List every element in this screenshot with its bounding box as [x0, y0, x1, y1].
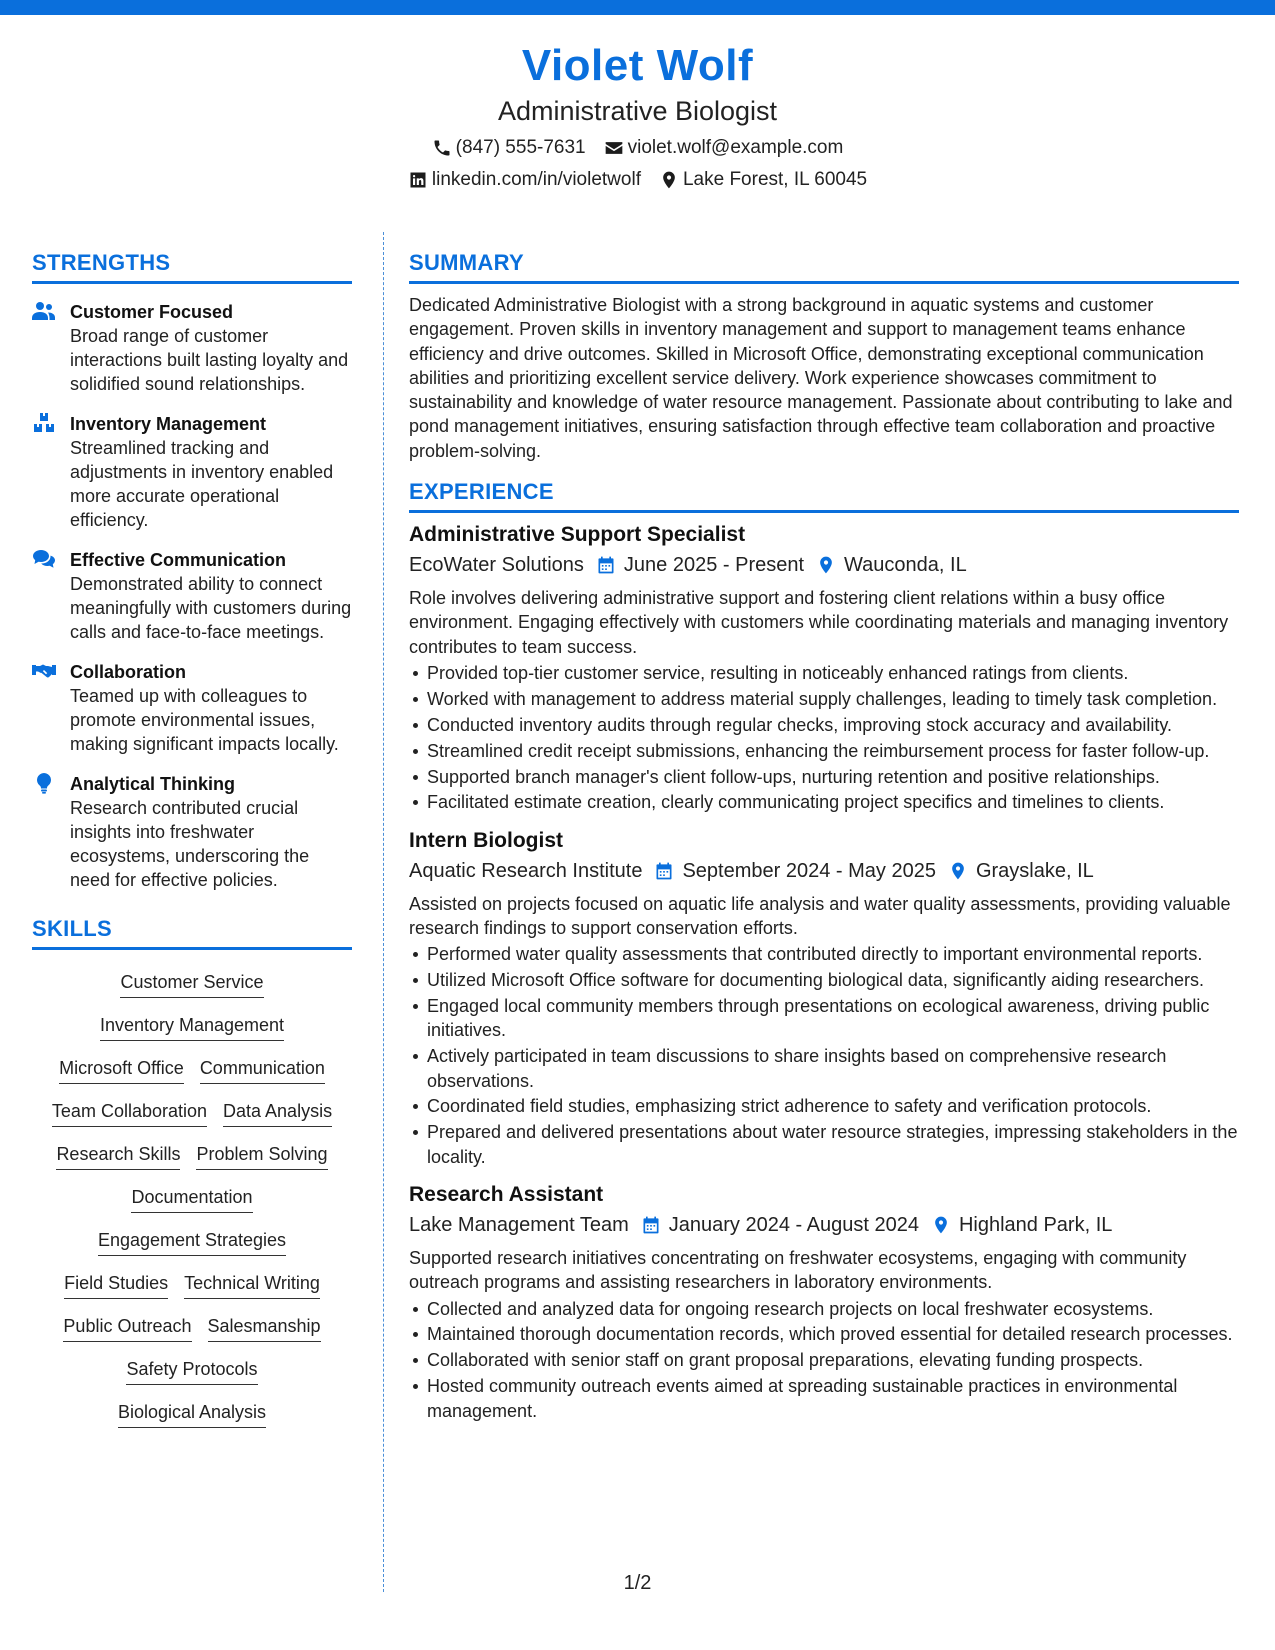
job-company: EcoWater Solutions	[409, 554, 584, 577]
job-description: Supported research initiatives concentrating on freshwater ecosystems, engaging with community outreach programs and assisting researchers in laboratory environments.	[409, 1247, 1187, 1293]
job-location: Wauconda, IL	[844, 554, 967, 577]
strengths-heading: STRENGTHS	[32, 250, 171, 275]
skills-section	[32, 916, 352, 1428]
location-text: Lake Forest, IL 60045	[682, 169, 868, 190]
job-bullet: Maintained thorough documentation records, which proved essential for detailed research processes.	[427, 1322, 1239, 1346]
skill-row	[32, 1185, 352, 1213]
job-dates: June 2025 - Present	[623, 554, 805, 577]
boxes-icon	[32, 412, 58, 434]
skill-tag: Documentation	[131, 1185, 252, 1213]
skill-row	[32, 970, 352, 998]
job-bullet: Engaged local community members through presentations on ecological awareness, driving public initiatives.	[427, 994, 1239, 1043]
strength-desc: Demonstrated ability to connect meaningfully with customers during calls and face-to-face meetings.	[70, 574, 352, 642]
skill-tag: Technical Writing	[184, 1271, 320, 1299]
location-contact	[659, 168, 867, 192]
email-contact[interactable]	[604, 136, 844, 160]
map-pin-icon	[659, 170, 679, 190]
strength-desc: Teamed up with colleagues to promote environmental issues, making significant impacts locally.	[70, 686, 339, 754]
phone-text: (847) 555-7631	[455, 137, 586, 158]
map-pin-icon	[816, 555, 836, 575]
candidate-title: Administrative Biologist	[497, 96, 778, 126]
skill-tag: Engagement Strategies	[98, 1228, 286, 1256]
strength-title: Inventory Management	[70, 414, 267, 434]
skill-tag: Communication	[200, 1056, 325, 1084]
job-bullet: Collected and analyzed data for ongoing research projects on local freshwater ecosystems.	[427, 1297, 1239, 1321]
job-dates: January 2024 - August 2024	[668, 1213, 919, 1236]
right-column	[409, 250, 1239, 1424]
skill-tag: Problem Solving	[196, 1142, 327, 1170]
skill-tag: Research Skills	[56, 1142, 180, 1170]
job-bullet: Conducted inventory audits through regular checks, improving stock accuracy and availability.	[427, 713, 1239, 737]
strength-desc: Research contributed crucial insights into freshwater ecosystems, underscoring the need for effective policies.	[70, 798, 310, 890]
calendar-icon	[654, 861, 674, 881]
skill-tag: Team Collaboration	[52, 1099, 207, 1127]
job-bullet: Prepared and delivered presentations about water resource strategies, impressing stakeholders in the locality.	[427, 1120, 1239, 1169]
job-meta	[409, 551, 1239, 579]
strength-desc: Broad range of customer interactions built lasting loyalty and solidified sound relationships.	[70, 326, 349, 394]
linkedin-contact[interactable]	[408, 168, 641, 192]
strength-item	[32, 300, 352, 396]
job-company: Lake Management Team	[409, 1213, 629, 1236]
job-bullet: Actively participated in team discussions to share insights based on comprehensive research observations.	[427, 1044, 1239, 1093]
skill-row	[32, 1357, 352, 1385]
job-bullet: Streamlined credit receipt submissions, enhancing the reimbursement process for faster follow-up.	[427, 739, 1239, 763]
calendar-icon	[641, 1215, 661, 1235]
page-number: 1/2	[623, 1572, 652, 1594]
left-column	[32, 250, 352, 1443]
strength-item	[32, 548, 352, 644]
job-title: Research Assistant	[409, 1182, 604, 1206]
envelope-icon	[604, 138, 624, 158]
job-title: Intern Biologist	[409, 828, 563, 852]
top-accent-bar	[0, 0, 1275, 15]
strength-item	[32, 660, 352, 756]
calendar-icon	[596, 555, 616, 575]
lightbulb-icon	[32, 772, 58, 794]
job-company: Aquatic Research Institute	[409, 859, 643, 882]
resume-header	[0, 40, 1275, 192]
job-description: Assisted on projects focused on aquatic life analysis and water quality assessments, providing valuable research findings to support conservation efforts.	[409, 893, 1231, 939]
skill-tag: Data Analysis	[223, 1099, 332, 1127]
linkedin-icon	[408, 170, 428, 190]
skill-tag: Public Outreach	[63, 1314, 191, 1342]
map-pin-icon	[931, 1215, 951, 1235]
skill-tag: Field Studies	[64, 1271, 168, 1299]
skills-heading: SKILLS	[32, 916, 113, 941]
job-bullet: Coordinated field studies, emphasizing strict adherence to safety and verification protocols.	[427, 1094, 1239, 1118]
contact-row	[0, 136, 1275, 160]
email-text: violet.wolf@example.com	[627, 137, 844, 158]
job-bullets	[409, 1297, 1239, 1423]
strengths-rule	[32, 281, 352, 284]
strength-title: Customer Focused	[70, 302, 234, 322]
contact-row-2	[0, 168, 1275, 192]
job-bullet: Hosted community outreach events aimed at spreading sustainable practices in environmental management.	[427, 1374, 1239, 1423]
job-bullets	[409, 942, 1239, 1169]
skill-tag: Inventory Management	[100, 1013, 284, 1041]
job-location: Highland Park, IL	[958, 1213, 1113, 1236]
skills-rule	[32, 947, 352, 950]
skill-row	[32, 1314, 352, 1342]
job-title: Administrative Support Specialist	[409, 523, 746, 547]
job-dates: September 2024 - May 2025	[682, 859, 936, 882]
skill-row	[32, 1400, 352, 1428]
candidate-name: Violet Wolf	[521, 41, 754, 90]
job-entry	[409, 1181, 1239, 1423]
strength-item	[32, 412, 352, 532]
skills-list	[32, 970, 352, 1428]
users-icon	[32, 300, 58, 322]
job-entry	[409, 827, 1239, 1169]
job-entry	[409, 521, 1239, 815]
skill-row	[32, 1013, 352, 1041]
experience-section	[409, 479, 1239, 1423]
strength-title: Analytical Thinking	[70, 774, 236, 794]
strengths-list	[32, 300, 352, 892]
summary-heading: SUMMARY	[409, 250, 524, 275]
strength-desc: Streamlined tracking and adjustments in inventory enabled more accurate operational efficiency.	[70, 438, 334, 530]
handshake-icon	[32, 660, 58, 682]
skill-row	[32, 1142, 352, 1170]
skill-tag: Customer Service	[120, 970, 263, 998]
skill-tag: Safety Protocols	[126, 1357, 257, 1385]
job-meta	[409, 857, 1239, 885]
strength-title: Collaboration	[70, 662, 186, 682]
job-bullets	[409, 661, 1239, 815]
column-divider	[383, 232, 384, 1592]
map-pin-icon	[948, 861, 968, 881]
skill-tag: Biological Analysis	[118, 1400, 266, 1428]
skill-row	[32, 1271, 352, 1299]
skill-tag: Microsoft Office	[59, 1056, 184, 1084]
job-bullet: Worked with management to address material supply challenges, leading to timely task completion.	[427, 687, 1239, 711]
experience-heading: EXPERIENCE	[409, 479, 554, 505]
job-bullet: Provided top-tier customer service, resulting in noticeably enhanced ratings from clients.	[427, 661, 1239, 685]
linkedin-text: linkedin.com/in/violetwolf	[431, 169, 641, 190]
strength-title: Effective Communication	[70, 550, 287, 570]
phone-icon	[432, 138, 452, 158]
summary-rule	[409, 281, 1239, 284]
job-bullet: Performed water quality assessments that contributed directly to important environmental reports.	[427, 942, 1239, 966]
skill-row	[32, 1099, 352, 1127]
phone-contact[interactable]	[432, 136, 586, 160]
job-bullet: Collaborated with senior staff on grant proposal preparations, elevating funding prospects.	[427, 1348, 1239, 1372]
job-description: Role involves delivering administrative support and fostering client relations within a busy office environment. Engaging effectively with customers while coordinating materials and managing inventory contributes to team success.	[409, 588, 1229, 657]
skill-row	[32, 1056, 352, 1084]
job-bullet: Supported branch manager's client follow-ups, nurturing retention and positive relationships.	[427, 765, 1239, 789]
job-meta	[409, 1211, 1239, 1239]
skill-tag: Salesmanship	[208, 1314, 321, 1342]
job-location: Grayslake, IL	[975, 859, 1094, 882]
job-bullet: Utilized Microsoft Office software for documenting biological data, significantly aiding researchers.	[427, 968, 1239, 992]
experience-rule	[409, 510, 1239, 513]
summary-text: Dedicated Administrative Biologist with a strong background in aquatic systems and customer engagement. Proven skills in inventory management and support to management teams enhance efficiency and drive outcomes. Skilled in Microsoft Office, demonstrating exceptional communication abilities and prioritizing excellent service delivery. Work experience showcases commitment to sustainability and knowledge of water resource management. Passionate about contributing to lake and pond management initiatives, ensuring satisfaction through effective team collaboration and proactive problem-solving.	[409, 295, 1233, 461]
job-bullet: Facilitated estimate creation, clearly communicating project specifics and timelines to clients.	[427, 790, 1239, 814]
strength-item	[32, 772, 352, 892]
skill-row	[32, 1228, 352, 1256]
comments-icon	[32, 548, 58, 570]
